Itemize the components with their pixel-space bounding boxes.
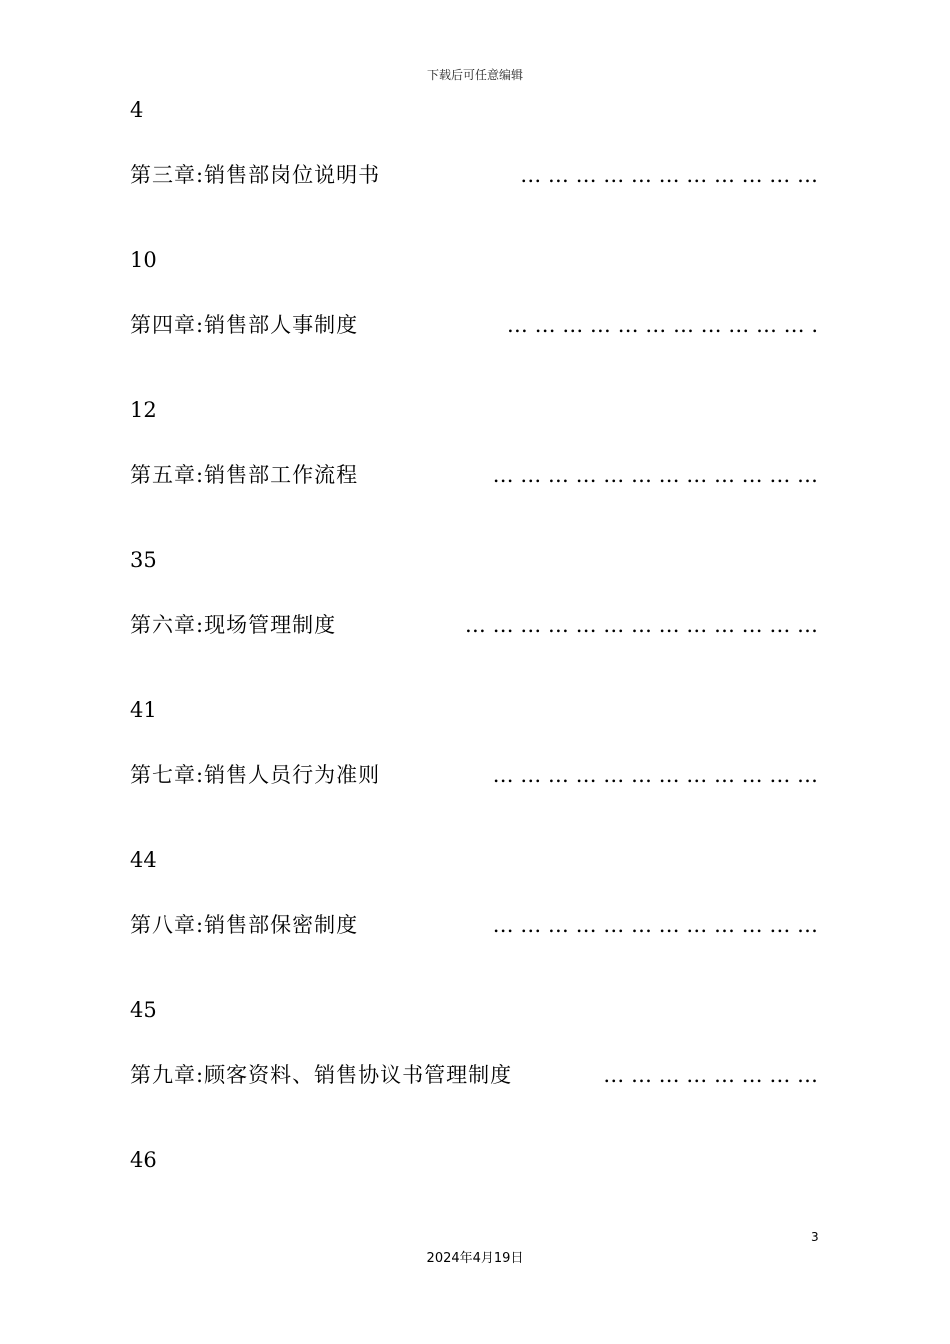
toc-leader-dots: … … … … … … … … [603, 1063, 818, 1087]
toc-page-number: 12 [130, 398, 157, 422]
toc-page-number: 35 [130, 548, 157, 572]
toc-entry-title: 第八章:销售部保密制度 [130, 913, 359, 937]
toc-leader-dots: … … … … … … … … … … … . [506, 313, 818, 337]
toc-leader-dots: … … … … … … … … … … … … [492, 763, 818, 787]
toc-leader-dots: … … … … … … … … … … … … … [464, 613, 818, 637]
toc-page-number: 4 [130, 98, 144, 122]
toc-entry-chapter-7[interactable] [130, 760, 818, 790]
toc-entry-chapter-6[interactable] [130, 610, 818, 640]
footer-date: 2024年4月19日 [426, 1251, 524, 1266]
toc-page-number: 41 [130, 698, 157, 722]
page-header: 下载后可任意编辑 [426, 68, 523, 82]
toc-entry-title: 第四章:销售部人事制度 [130, 313, 359, 337]
toc-leader-dots: … … … … … … … … … … … … [492, 913, 818, 937]
toc-leader-dots: … … … … … … … … … … … … [492, 463, 818, 487]
toc-entry-title: 第三章:销售部岗位说明书 [130, 163, 381, 187]
toc-entry-chapter-9[interactable] [130, 1060, 818, 1090]
toc-leader-dots: … … … … … … … … … … … [520, 163, 818, 187]
toc-entry-title: 第六章:现场管理制度 [130, 613, 337, 637]
toc-page-number: 46 [130, 1148, 157, 1172]
toc-entry-chapter-4[interactable] [130, 310, 818, 340]
toc-page-number: 44 [130, 848, 157, 872]
toc-entry-title: 第九章:顾客资料、销售协议书管理制度 [130, 1063, 513, 1087]
footer-page-number: 3 [811, 1230, 819, 1244]
toc-entry-chapter-5[interactable] [130, 460, 818, 490]
toc-entry-title: 第七章:销售人员行为准则 [130, 763, 381, 787]
toc-entry-chapter-8[interactable] [130, 910, 818, 940]
toc-page-number: 45 [130, 998, 157, 1022]
toc-entry-title: 第五章:销售部工作流程 [130, 463, 359, 487]
toc-entry-chapter-3[interactable] [130, 160, 818, 190]
toc-page-number: 10 [130, 248, 157, 272]
